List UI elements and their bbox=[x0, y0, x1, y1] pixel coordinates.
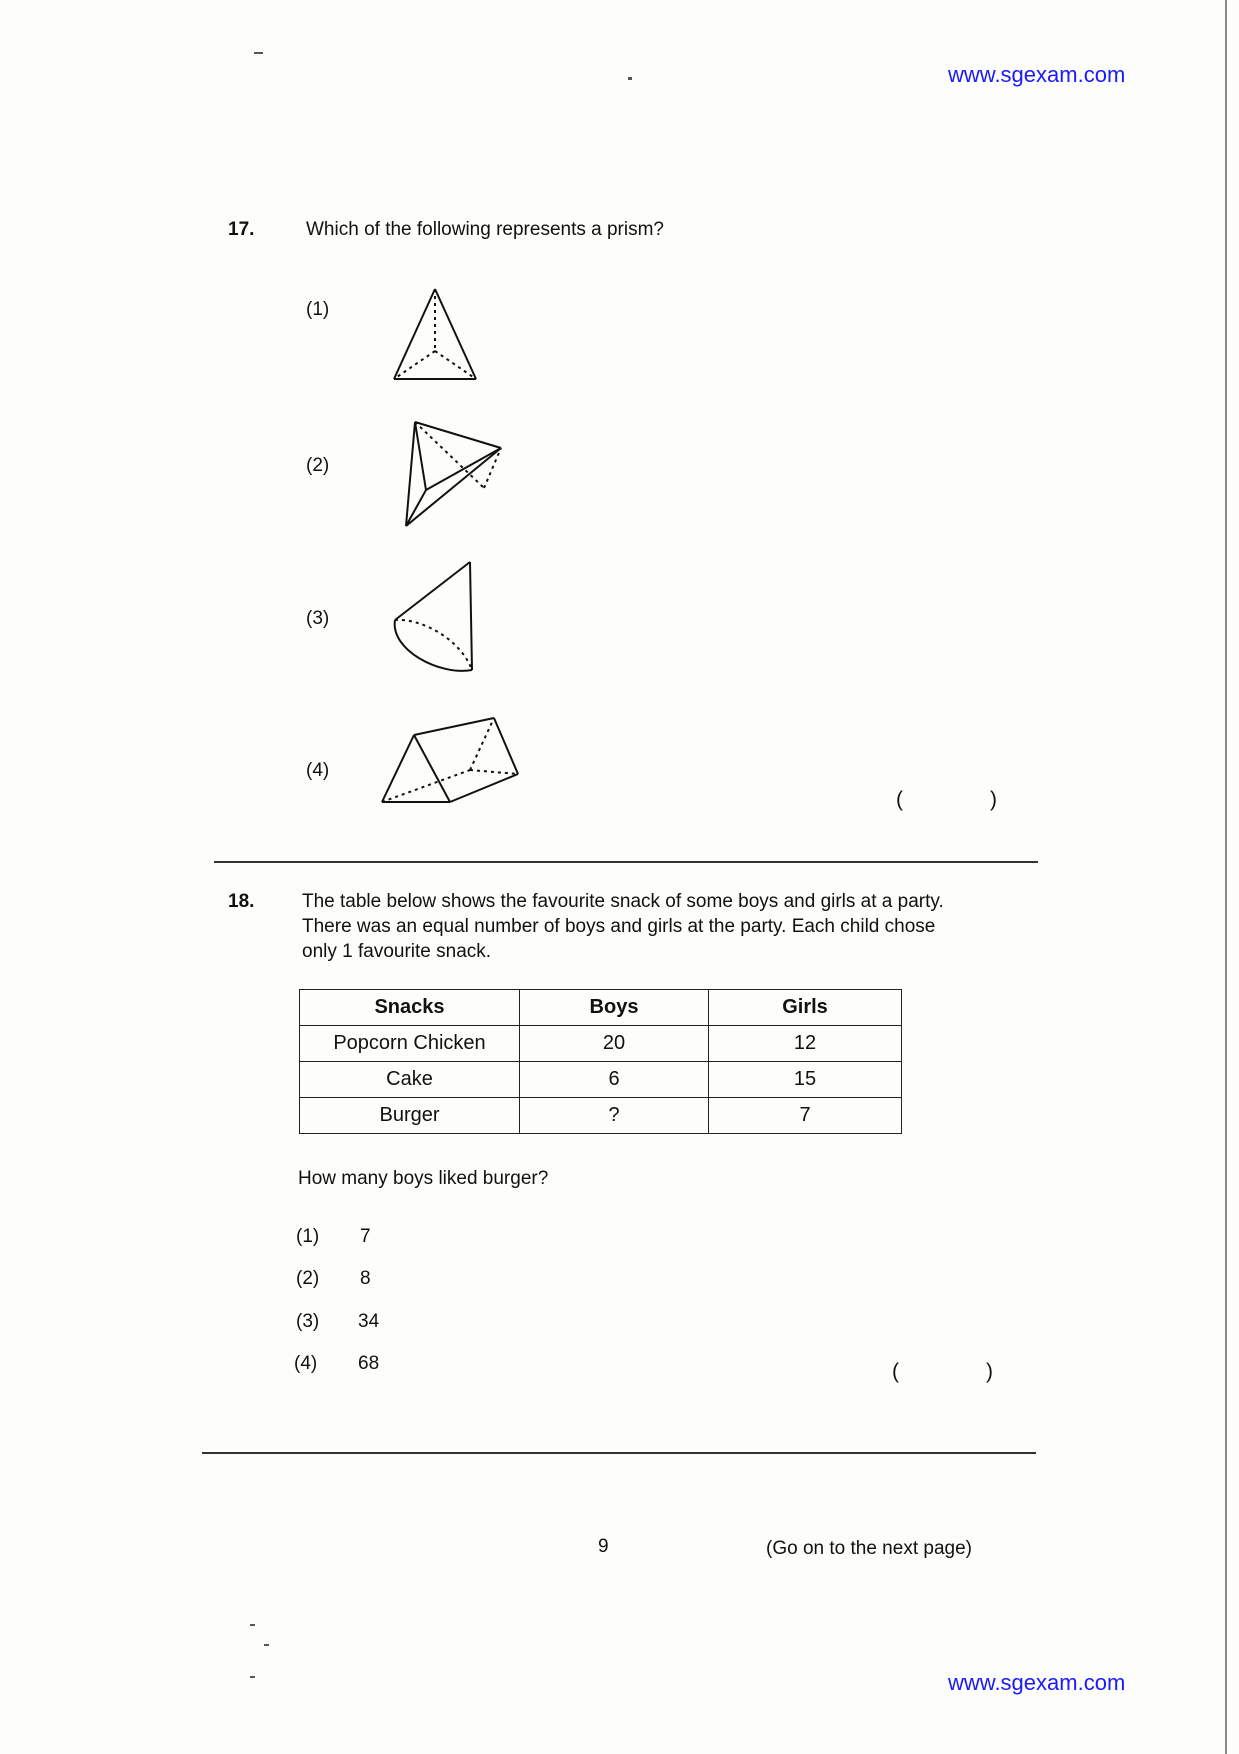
table-cell: ? bbox=[520, 1098, 709, 1134]
table-row bbox=[300, 1098, 902, 1134]
scan-speck bbox=[628, 77, 632, 80]
q18-text-line-1: The table below shows the favourite snack of some boys and girls at a party. bbox=[302, 891, 944, 912]
column-header-girls: Girls bbox=[709, 990, 902, 1026]
q17-option-2-label: (2) bbox=[306, 455, 330, 476]
q18-option-4-label: (4) bbox=[294, 1353, 318, 1374]
q18-answer-open-paren: ( bbox=[892, 1360, 899, 1383]
q18-option-3-label: (3) bbox=[296, 1311, 320, 1332]
table-header-row bbox=[300, 990, 902, 1026]
q17-divider bbox=[214, 861, 1038, 863]
q18-text-line-3: only 1 favourite snack. bbox=[302, 941, 492, 962]
table-cell: 7 bbox=[709, 1098, 902, 1134]
q17-option-2-pyramid-figure bbox=[398, 418, 504, 530]
q17-option-4-label: (4) bbox=[306, 760, 330, 781]
q18-text-line-2: There was an equal number of boys and girls at the party. Each child chose bbox=[302, 916, 936, 937]
column-header-snacks: Snacks bbox=[300, 990, 520, 1026]
q17-answer-close-paren: ) bbox=[990, 788, 997, 811]
q18-option-2-label: (2) bbox=[296, 1268, 320, 1289]
q17-answer-open-paren: ( bbox=[896, 788, 903, 811]
table-cell: 6 bbox=[520, 1062, 709, 1098]
column-header-boys: Boys bbox=[520, 990, 709, 1026]
snack-table bbox=[299, 989, 902, 1134]
q17-option-1-label: (1) bbox=[306, 299, 330, 320]
q17-number: 17. bbox=[228, 219, 255, 240]
scan-speck bbox=[254, 52, 263, 54]
q17-option-1-pyramid-figure bbox=[390, 285, 480, 383]
q18-option-1-label: (1) bbox=[296, 1226, 320, 1247]
table-row bbox=[300, 1062, 902, 1098]
q17-option-4-prism-figure bbox=[378, 714, 522, 806]
q17-option-3-cone-figure bbox=[390, 558, 476, 674]
table-cell: Burger bbox=[300, 1098, 520, 1134]
scan-speck bbox=[250, 1624, 255, 1626]
header-site-link[interactable]: www.sgexam.com bbox=[948, 62, 1126, 87]
q18-answer-close-paren: ) bbox=[986, 1360, 993, 1383]
page-number: 9 bbox=[598, 1536, 609, 1557]
table-row bbox=[300, 1026, 902, 1062]
q18-option-3-value: 34 bbox=[358, 1311, 380, 1332]
table-cell: Popcorn Chicken bbox=[300, 1026, 520, 1062]
q17-answer-blank[interactable] bbox=[908, 786, 986, 816]
q18-option-1-value: 7 bbox=[360, 1226, 371, 1247]
q17-option-3-label: (3) bbox=[306, 608, 330, 629]
footer-site-link[interactable]: www.sgexam.com bbox=[948, 1670, 1126, 1695]
q18-option-2-value: 8 bbox=[360, 1268, 371, 1289]
q18-option-4-value: 68 bbox=[358, 1353, 380, 1374]
table-cell: Cake bbox=[300, 1062, 520, 1098]
scan-speck bbox=[250, 1676, 255, 1678]
q18-answer-blank[interactable] bbox=[904, 1358, 982, 1388]
go-on-next-page-note: (Go on to the next page) bbox=[766, 1538, 972, 1559]
q18-question: How many boys liked burger? bbox=[298, 1168, 549, 1189]
table-cell: 15 bbox=[709, 1062, 902, 1098]
scan-speck bbox=[264, 1644, 269, 1646]
table-cell: 20 bbox=[520, 1026, 709, 1062]
q18-divider bbox=[202, 1452, 1036, 1454]
q18-number: 18. bbox=[228, 891, 255, 912]
scan-edge-line bbox=[1225, 0, 1227, 1754]
table-cell: 12 bbox=[709, 1026, 902, 1062]
q17-question-text: Which of the following represents a prism? bbox=[306, 219, 664, 240]
